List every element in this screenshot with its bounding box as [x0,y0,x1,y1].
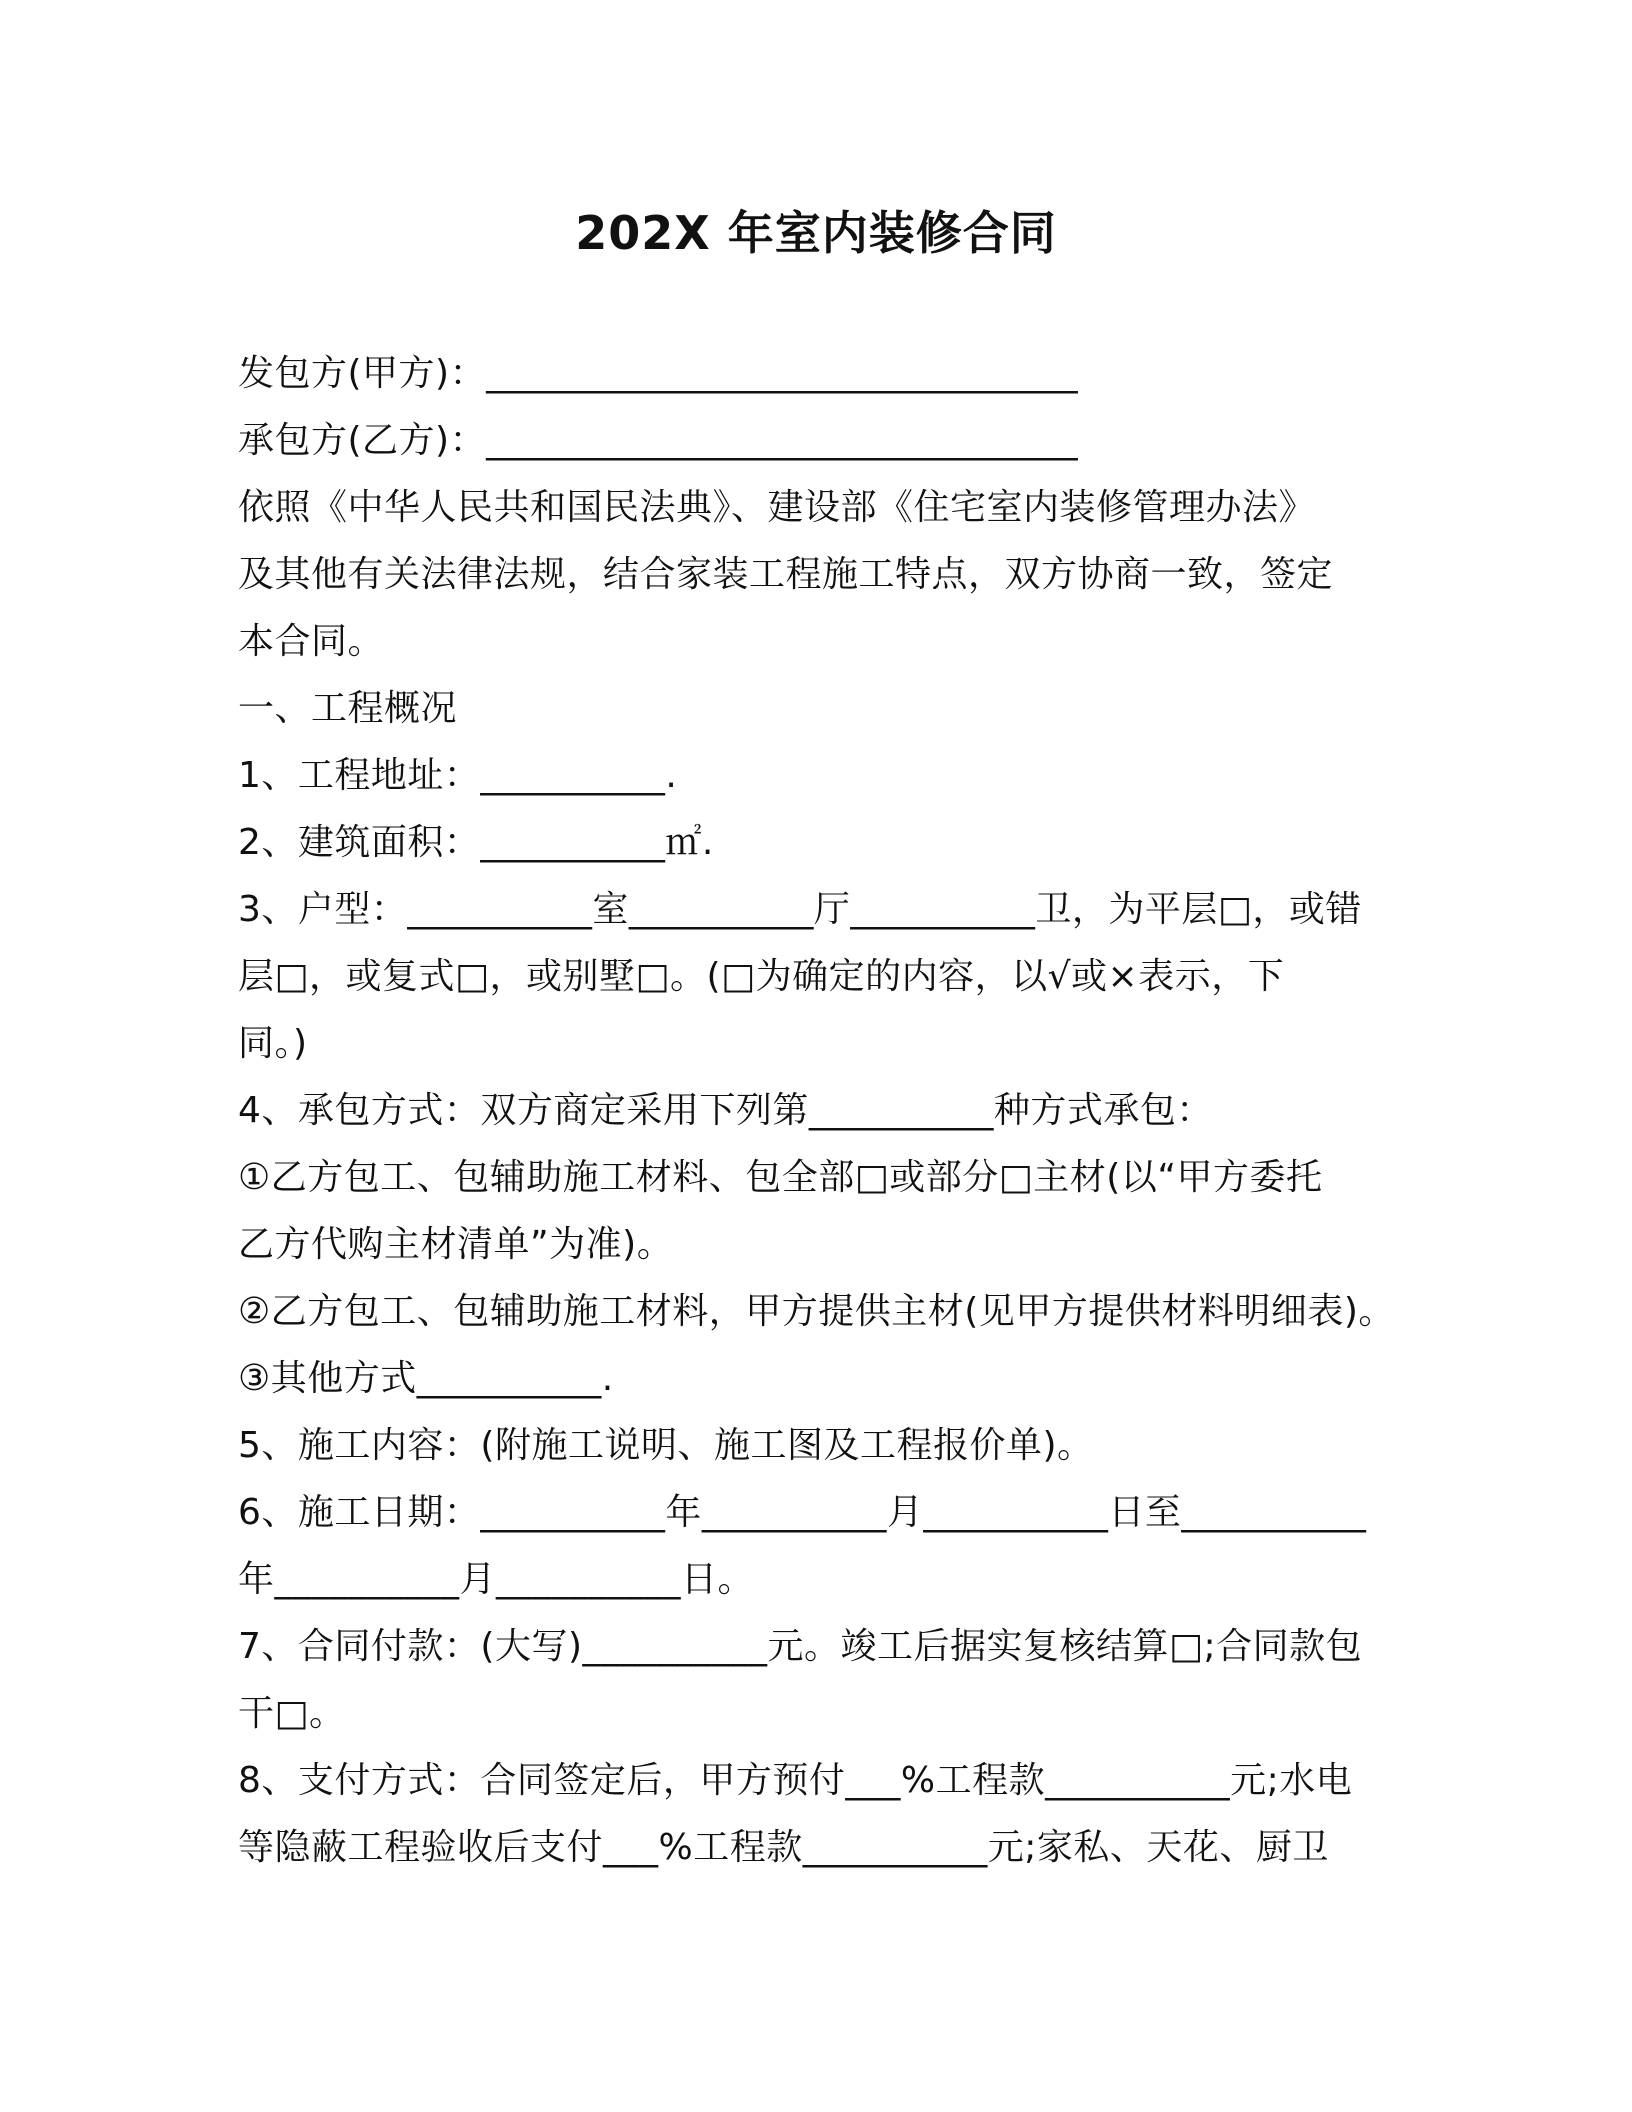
text-line-unit-type-3: 同。) [238,1023,308,1064]
text-line-payment-method-2: 等隐蔽工程验收后支付___%工程款__________元;家私、天花、厨卫 [238,1827,1329,1868]
text-line-building-area: 2、建筑面积：__________㎡. [238,822,714,863]
text-line-basis-1: 依照《中华人民共和国民法典》、建设部《住宅室内装修管理办法》 [238,487,1316,528]
text-line-unit-type-1: 3、户型：__________室__________厅__________卫，为平层□，或错 [238,889,1362,930]
document-title: 202X 年室内装修合同 [575,206,1057,260]
text-line-project-address: 1、工程地址：__________. [238,755,678,796]
text-line-contract-payment-2: 干□。 [238,1693,346,1734]
text-line-unit-type-2: 层□，或复式□，或别墅□。(□为确定的内容，以√或×表示，下 [238,956,1285,997]
text-line-method-option-3: ③其他方式__________. [238,1358,614,1399]
text-line-method-option-2: ②乙方包工、包辅助施工材料，甲方提供主材(见甲方提供材料明细表)。 [238,1291,1395,1332]
text-line-basis-2: 及其他有关法律法规，结合家装工程施工特点，双方协商一致，签定 [238,554,1334,595]
section-heading-project-overview: 一、工程概况 [238,688,458,729]
text-line-party-a: 发包方(甲方)：________________________________ [238,353,1079,394]
text-line-method-option-1b: 乙方代购主材清单”为准)。 [238,1224,674,1265]
text-line-work-dates-2: 年__________月__________日。 [238,1559,755,1600]
text-line-contract-payment-1: 7、合同付款：(大写)__________元。竣工后据实复核结算□;合同款包 [238,1626,1363,1667]
text-line-party-b: 承包方(乙方)：________________________________ [238,420,1079,461]
text-line-basis-3: 本合同。 [238,621,385,662]
text-line-method-option-1a: ①乙方包工、包辅助施工材料、包全部□或部分□主材(以“甲方委托 [238,1157,1323,1198]
document-body [238,340,1418,1881]
text-line-contract-method: 4、承包方式：双方商定采用下列第__________种方式承包： [238,1090,1213,1131]
text-line-work-dates-1: 6、施工日期：__________年__________月__________日至__________ [238,1492,1367,1533]
text-line-payment-method-1: 8、支付方式：合同签定后，甲方预付___%工程款__________元;水电 [238,1760,1353,1801]
text-line-work-content: 5、施工内容：(附施工说明、施工图及工程报价单)。 [238,1425,1094,1466]
